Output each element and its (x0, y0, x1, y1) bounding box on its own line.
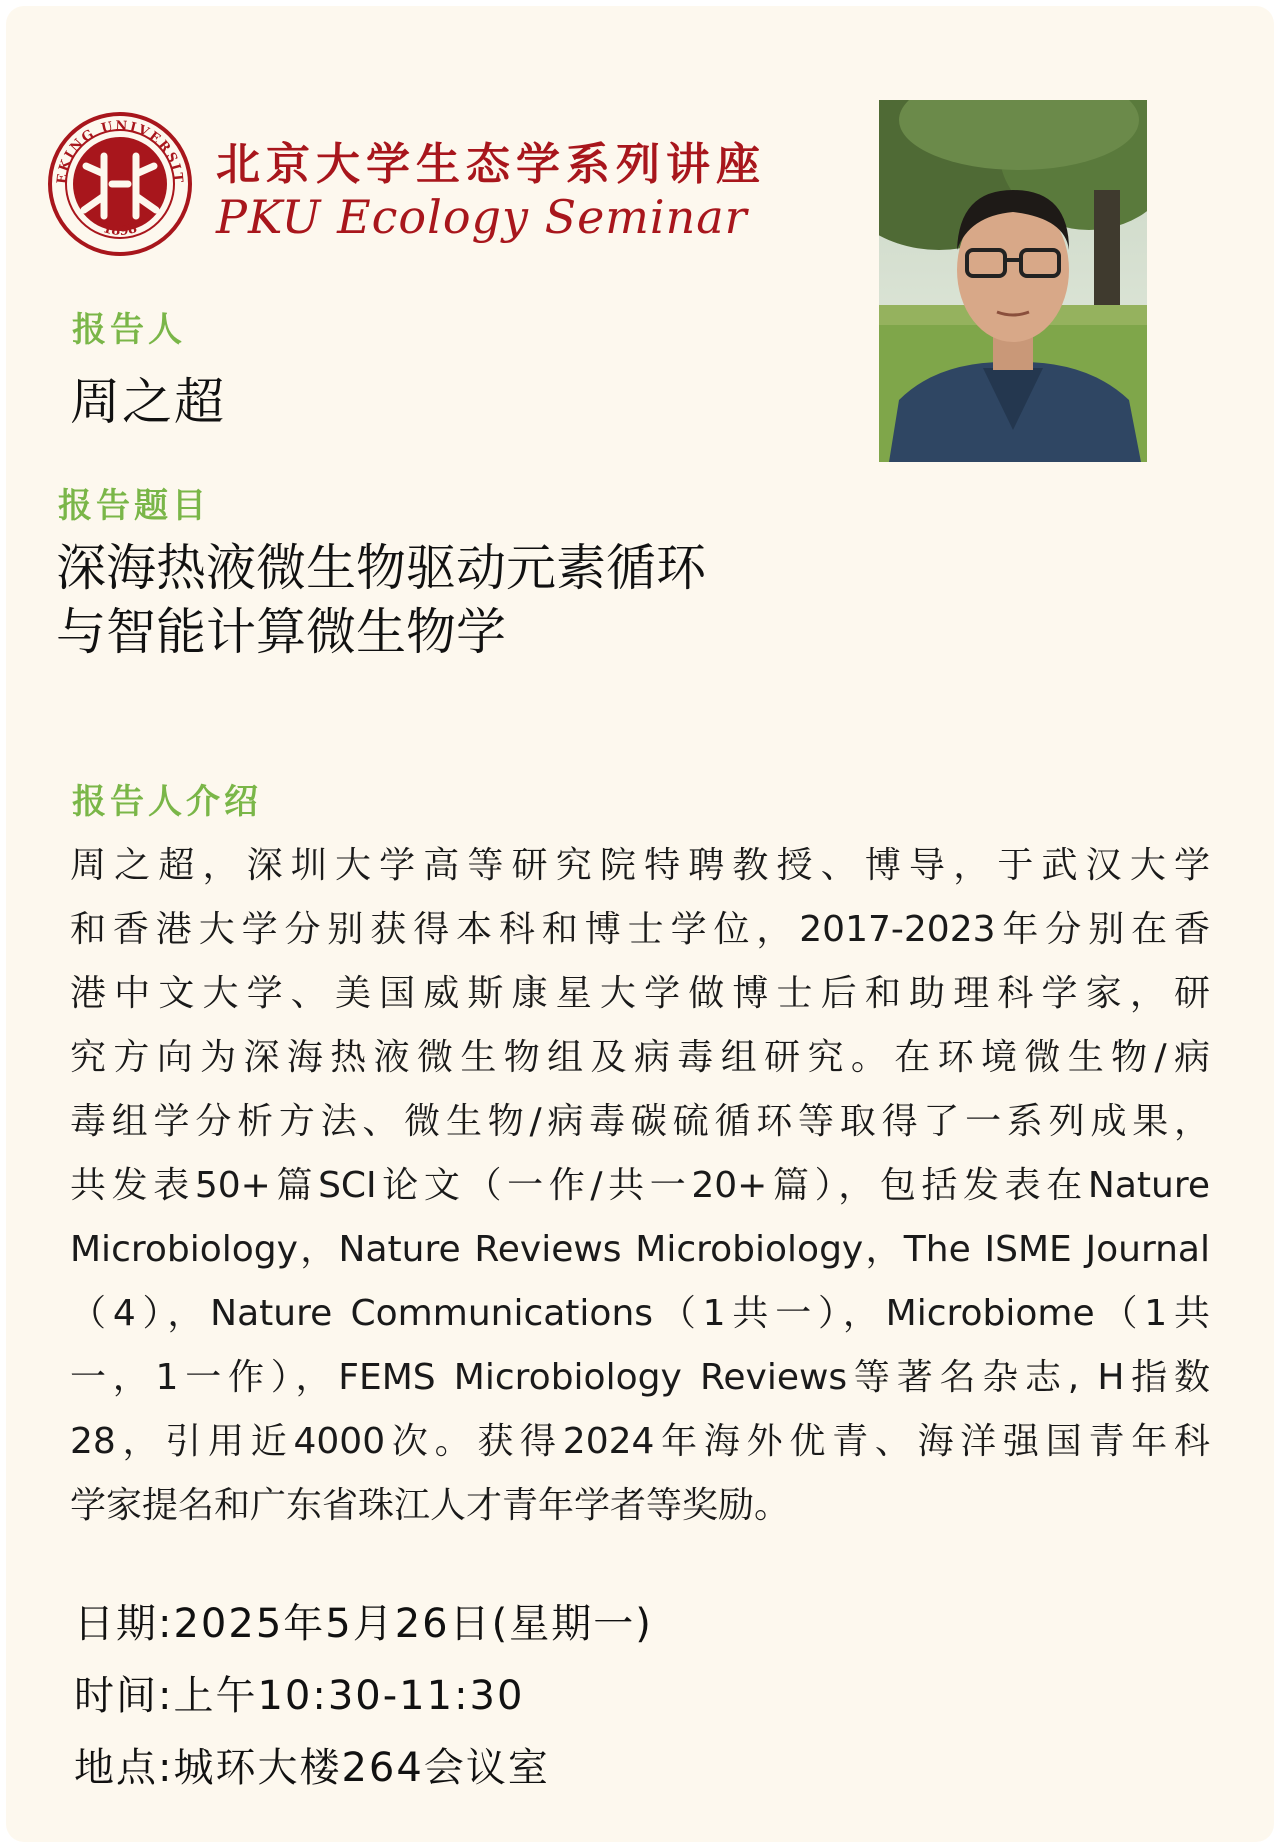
bio-line: Microbiology，Nature Reviews Microbiology，The ISME Journal (70, 1229, 1210, 1270)
bio-line: （4），Nature Communications（1共一），Microbiome（1共 (70, 1293, 1210, 1334)
bio-line: 共发表50+篇SCI论文（一作/共一20+篇），包括发表在Nature (70, 1165, 1210, 1206)
bio-line: 和香港大学分别获得本科和博士学位，2017-2023年分别在香 (70, 909, 1210, 950)
bio-line: 一，1一作），FEMS Microbiology Reviews等著名杂志, H指数 (70, 1357, 1210, 1398)
bio-line: 周之超，深圳大学高等研究院特聘教授、博导，于武汉大学 (70, 845, 1210, 886)
speaker-label: 报告人 (72, 310, 186, 350)
svg-text:PEKING UNIVERSITY: EKING UNIVERSIT (54, 118, 186, 186)
topic-title-line: 深海热液微生物驱动元素循环 (56, 539, 706, 597)
bio-line: 28，引用近4000次。获得2024年海外优青、海洋强国青年科 (70, 1421, 1210, 1462)
bio-label: 报告人介绍 (72, 782, 262, 822)
topic-title-line: 与智能计算微生物学 (56, 603, 506, 661)
poster (6, 6, 1274, 1842)
pku-logo-icon (48, 112, 192, 256)
seminar-title-cn: 北京大学生态学系列讲座 (216, 139, 766, 190)
event-info (74, 1588, 653, 1804)
bio-line: 学家提名和广东省珠江人才青年学者等奖励。 (70, 1485, 791, 1526)
svg-text:1898: 1898 (101, 221, 139, 239)
bio-line: 港中文大学、美国威斯康星大学做博士后和助理科学家，研 (70, 973, 1210, 1014)
seminar-title-en: PKU Ecology Seminar (216, 190, 748, 244)
topic-label: 报告题目 (58, 486, 210, 526)
event-location: 地点:城环大楼264会议室 (74, 1745, 550, 1791)
event-date: 日期:2025年5月26日(星期一) (74, 1601, 653, 1647)
topic-title (56, 536, 816, 664)
bio-line: 毒组学分析方法、微生物/病毒碳硫循环等取得了一系列成果， (70, 1101, 1210, 1142)
bio-line: 究方向为深海热液微生物组及病毒组研究。在环境微生物/病 (70, 1037, 1210, 1078)
bio-text (70, 834, 1210, 1538)
speaker-photo (879, 100, 1147, 462)
speaker-name: 周之超 (70, 373, 226, 431)
event-time: 时间:上午10:30-11:30 (74, 1673, 525, 1719)
